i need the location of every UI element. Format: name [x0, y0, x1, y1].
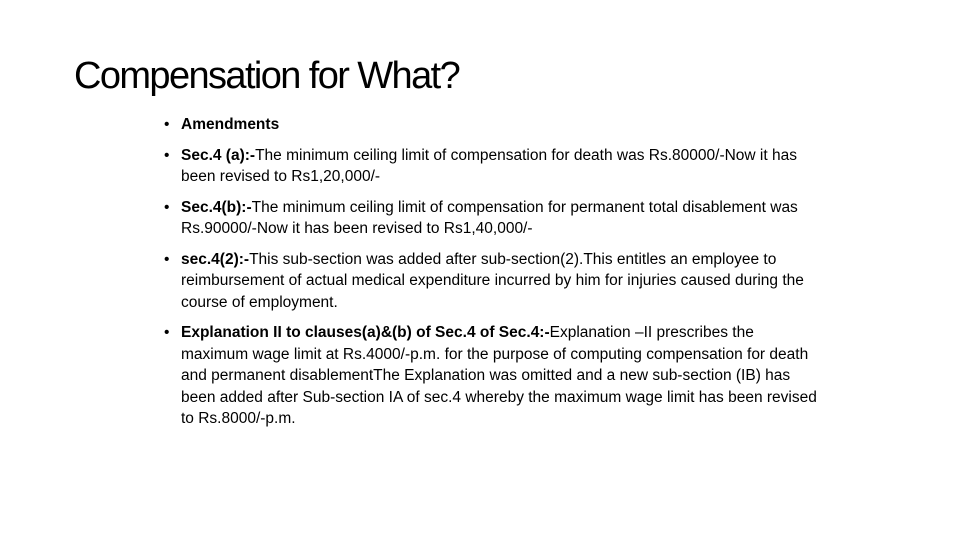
bullet-text: Explanation –II prescribes the maximum wage limit at Rs.4000/-p.m. for the purpose of computing compensation for death and permanent disablementThe Explanation was omitted and a new sub-section (IB) has been added after Sub-section IA of sec.4 whereby the maximum wage limit has been revised to Rs.8000/-p.m. [181, 324, 817, 427]
bullet-heading: Amendments [181, 116, 280, 133]
bullet-dot-icon: • [164, 250, 170, 268]
bullet-item-sec4a [160, 145, 820, 188]
bullet-item-amendments [160, 114, 820, 136]
bullet-list [160, 114, 820, 439]
bullet-item-explanation-ii [160, 322, 820, 430]
bullet-item-sec4-2 [160, 249, 820, 314]
bullet-dot-icon: • [164, 146, 170, 164]
bullet-heading: Sec.4 (a):- [181, 146, 256, 164]
bullet-heading: sec.4(2):- [181, 250, 250, 268]
bullet-dot-icon: • [164, 324, 170, 341]
bullet-text: The minimum ceiling limit of compensation for permanent total disablement was Rs.90000/-Now it has been revised to Rs1,40,000/- [181, 198, 798, 237]
bullet-dot-icon: • [164, 116, 170, 133]
bullet-dot-icon: • [164, 198, 170, 216]
slide-title: Compensation for What? [74, 55, 460, 97]
bullet-text: The minimum ceiling limit of compensation for death was Rs.80000/-Now it has been revised to Rs1,20,000/- [181, 146, 797, 185]
bullet-text: This sub-section was added after sub-section(2).This entitles an employee to reimbursement of actual medical expenditure incurred by him for injuries caused during the course of employment. [181, 250, 804, 311]
bullet-item-sec4b [160, 197, 820, 240]
bullet-heading: Explanation II to clauses(a)&(b) of Sec.4 of Sec.4:- [181, 324, 550, 341]
bullet-heading: Sec.4(b):- [181, 198, 252, 216]
